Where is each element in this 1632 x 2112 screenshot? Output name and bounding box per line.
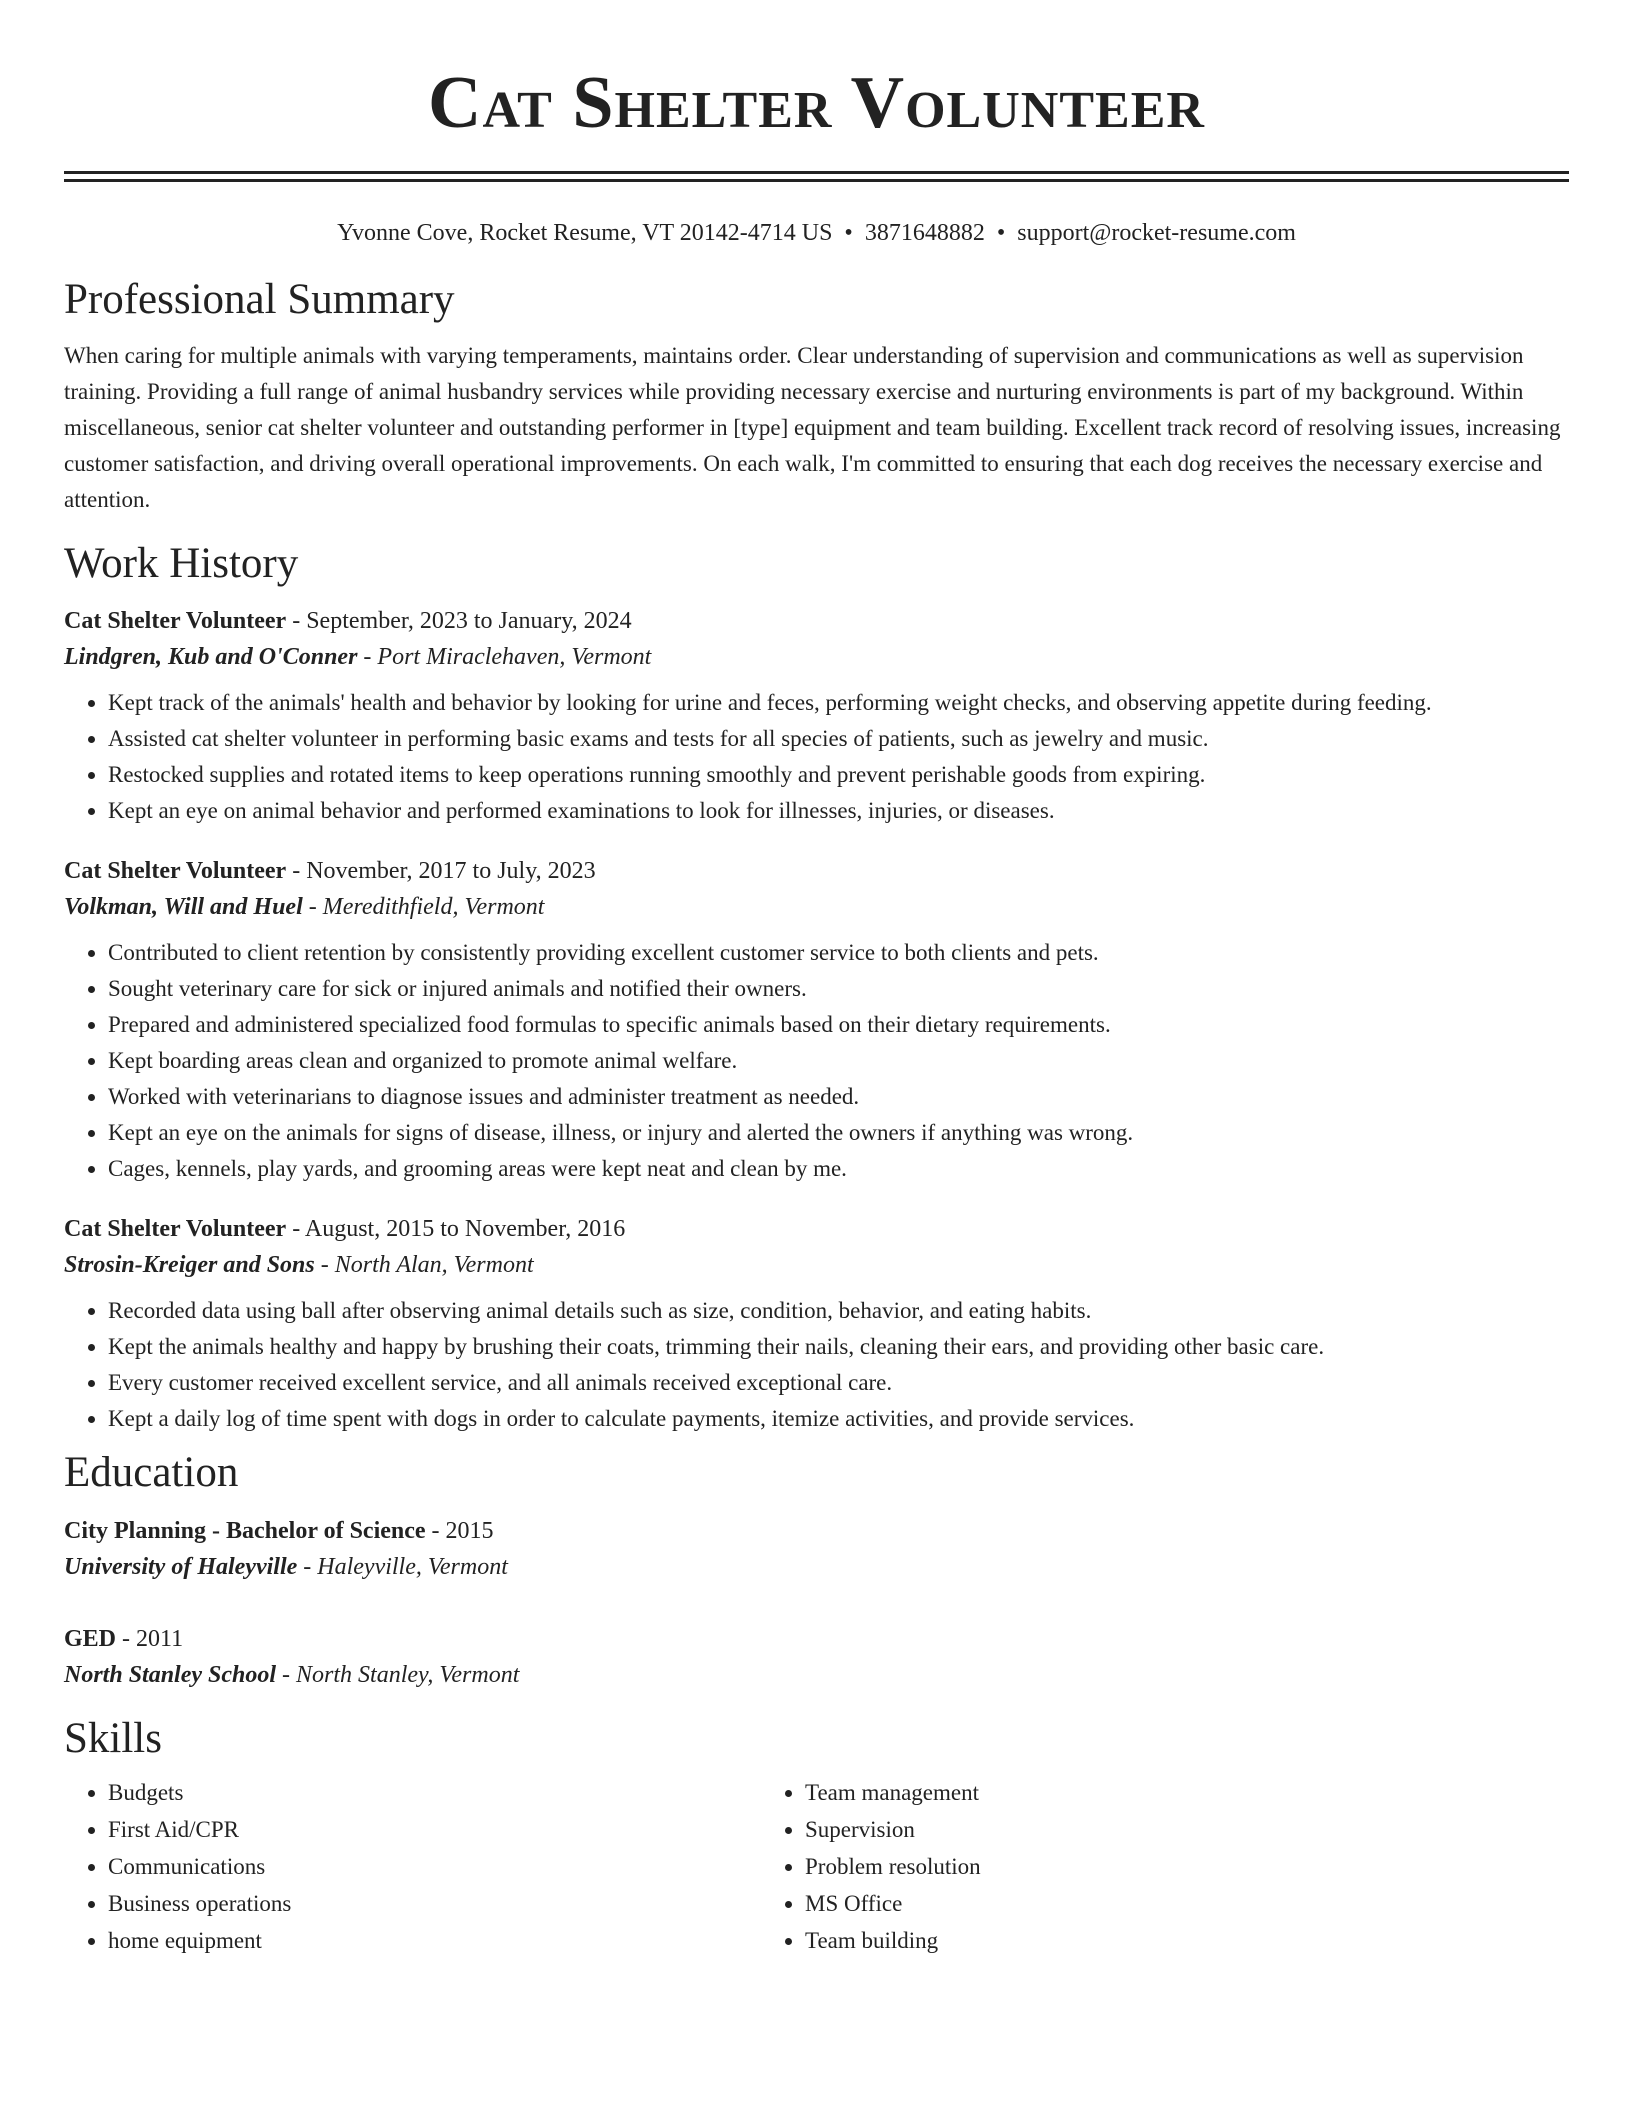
resume-page: [64, 0, 1569, 1959]
job-title: Cat Shelter Volunteer: [64, 858, 287, 885]
education-degree: City Planning - Bachelor of Science: [64, 1517, 426, 1544]
education-school: University of Haleyville: [64, 1553, 298, 1580]
job-header: [64, 603, 1569, 639]
list-item: • Kept an eye on the animals for signs of disease, illness, or injury and alerted the owners if anything was wrong.: [108, 1115, 1569, 1151]
skill-item: • Business operations: [108, 1885, 761, 1922]
job-title: Cat Shelter Volunteer: [64, 1216, 287, 1243]
skills-heading: Skills: [64, 1714, 162, 1762]
job-header: [64, 1211, 1569, 1247]
list-item: • Cages, kennels, play yards, and grooming areas were kept neat and clean by me.: [108, 1151, 1569, 1187]
job-dates: - September, 2023 to January, 2024: [286, 608, 632, 635]
list-item: • Worked with veterinarians to diagnose issues and administer treatment as needed.: [108, 1079, 1569, 1115]
job-location: - North Alan, Vermont: [314, 1252, 534, 1279]
education-heading: Education: [64, 1449, 239, 1497]
job-location: - Port Miraclehaven, Vermont: [357, 644, 652, 671]
list-item: • Kept track of the animals' health and behavior by looking for urine and feces, performing weight checks, and observing appetite during feeding.: [108, 685, 1569, 721]
education-year: - 2011: [116, 1625, 184, 1652]
list-item: • Sought veterinary care for sick or injured animals and notified their owners.: [108, 971, 1569, 1007]
contact-separator: •: [996, 220, 1006, 246]
list-item: • Recorded data using ball after observing animal details such as size, condition, behavior, and eating habits.: [108, 1293, 1569, 1329]
job-entry: [64, 603, 1569, 829]
education-school: North Stanley School: [64, 1661, 277, 1688]
job-employer: [64, 639, 1569, 675]
job-employer: [64, 1247, 1569, 1283]
job-location: - Meredithfield, Vermont: [302, 894, 545, 921]
list-item: • Contributed to client retention by consistently providing excellent customer service to both clients and pets.: [108, 935, 1569, 971]
skill-item: • First Aid/CPR: [108, 1811, 761, 1848]
education-location: - North Stanley, Vermont: [276, 1661, 520, 1688]
summary-text: When caring for multiple animals with varying temperaments, maintains order. Clear understanding of supervision and communications as well as supervision training. Providing a full range of animal husbandry services while providing necessary exercise and nurturing environments is part of my background. Within miscellaneous, senior cat shelter volunteer and outstanding performer in [type] equipment and team building. Excellent track record of resolving issues, increasing customer satisfaction, and driving overall operational improvements. On each walk, I'm committed to ensuring that each dog receives the necessary exercise and attention.: [64, 342, 1561, 512]
job-title: Cat Shelter Volunteer: [64, 608, 287, 635]
list-item: • Kept a daily log of time spent with dogs in order to calculate payments, itemize activities, and provide services.: [108, 1401, 1569, 1437]
summary-heading: Professional Summary: [64, 276, 455, 323]
job-employer: [64, 889, 1569, 925]
list-item: • Kept boarding areas clean and organized to promote animal welfare.: [108, 1043, 1569, 1079]
contact-line: [64, 218, 1569, 248]
job-entry: [64, 1211, 1569, 1437]
skill-item: • Budgets: [108, 1774, 761, 1811]
job-company: Lindgren, Kub and O'Conner: [64, 644, 358, 671]
candidate-name: Cat Shelter Volunteer: [428, 62, 1205, 144]
job-header: [64, 853, 1569, 889]
list-item: • Prepared and administered specialized food formulas to specific animals based on their dietary requirements.: [108, 1007, 1569, 1043]
skill-item: • Supervision: [805, 1811, 1458, 1848]
skill-item: • Team management: [805, 1774, 1458, 1811]
skills-columns: [64, 1774, 1569, 1959]
list-item: • Kept an eye on animal behavior and performed examinations to look for illnesses, injuries, or diseases.: [108, 793, 1569, 829]
skill-item: • Problem resolution: [805, 1848, 1458, 1885]
job-entry: [64, 853, 1569, 1187]
header-double-rule: [64, 171, 1569, 182]
contact-address: Yvonne Cove, Rocket Resume, VT 20142-4714 US: [337, 220, 833, 246]
job-company: Volkman, Will and Huel: [64, 894, 303, 921]
job-bullets: [64, 685, 1569, 829]
job-dates: - August, 2015 to November, 2016: [286, 1216, 626, 1243]
work-history-heading: Work History: [64, 539, 299, 587]
skills-list-left: [64, 1774, 761, 1959]
education-degree-line: [64, 1513, 1569, 1549]
job-bullets: [64, 935, 1569, 1187]
education-entry: [64, 1513, 1569, 1585]
education-degree-line: [64, 1621, 1569, 1657]
list-item: • Kept the animals healthy and happy by brushing their coats, trimming their nails, cleaning their ears, and providing other basic care.: [108, 1329, 1569, 1365]
education-year: - 2015: [425, 1517, 494, 1544]
education-degree: GED: [64, 1625, 117, 1652]
contact-phone[interactable]: 3871648882: [864, 220, 985, 246]
list-item: • Assisted cat shelter volunteer in performing basic exams and tests for all species of patients, such as jewelry and music.: [108, 721, 1569, 757]
job-bullets: [64, 1293, 1569, 1437]
list-item: • Every customer received excellent service, and all animals received exceptional care.: [108, 1365, 1569, 1401]
skill-item: • Communications: [108, 1848, 761, 1885]
job-company: Strosin-Kreiger and Sons: [64, 1252, 315, 1279]
skill-item: • Team building: [805, 1922, 1458, 1959]
skills-list-right: [761, 1774, 1458, 1959]
education-school-line: [64, 1549, 1569, 1585]
job-dates: - November, 2017 to July, 2023: [286, 858, 596, 885]
skill-item: • MS Office: [805, 1885, 1458, 1922]
education-location: - Haleyville, Vermont: [297, 1553, 508, 1580]
education-school-line: [64, 1657, 1569, 1693]
skill-item: • home equipment: [108, 1922, 761, 1959]
contact-email[interactable]: support@rocket-resume.com: [1017, 220, 1296, 246]
list-item: • Restocked supplies and rotated items to keep operations running smoothly and prevent perishable goods from expiring.: [108, 757, 1569, 793]
contact-separator: •: [844, 220, 853, 246]
education-entry: [64, 1621, 1569, 1693]
